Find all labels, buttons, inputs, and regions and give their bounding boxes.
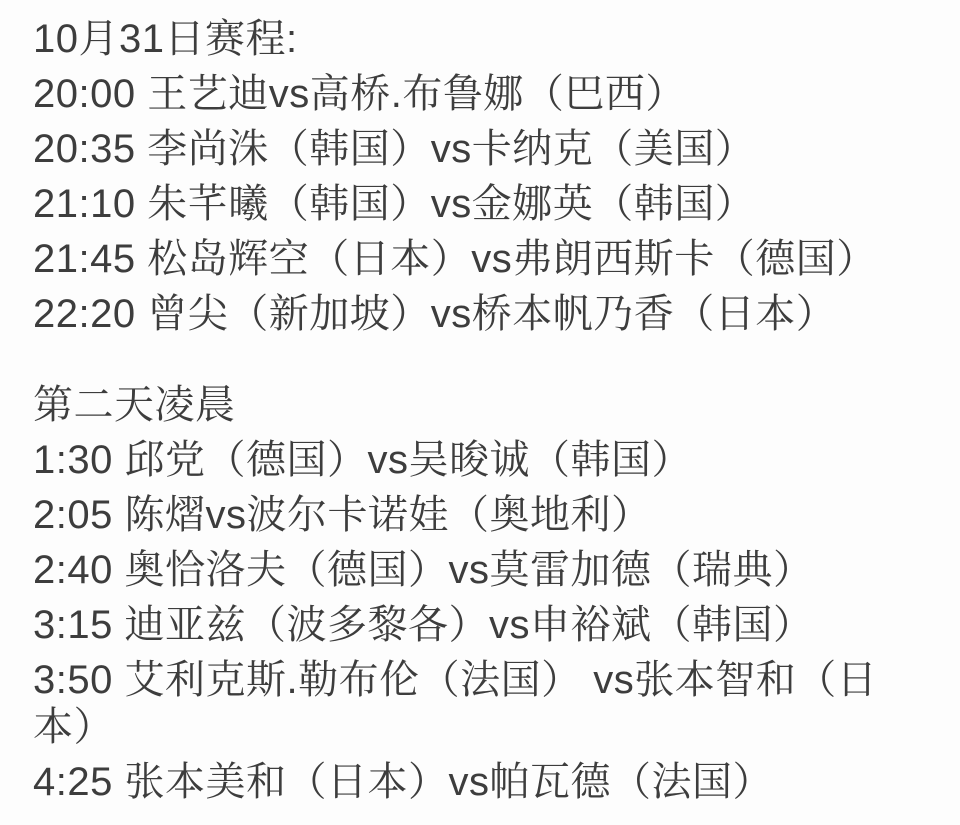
- match-line-day2-5: 3:50 艾利克斯.勒布伦（法国） vs张本智和（日本）: [33, 658, 878, 749]
- match-line-day2-6: 4:25 张本美和（日本）vs帕瓦德（法国）: [33, 760, 773, 804]
- match-line-day1-5: 22:20 曾尖（新加坡）vs桥本帆乃香（日本）: [33, 292, 837, 336]
- match-line-day1-1: 20:00 王艺迪vs高桥.布鲁娜（巴西）: [33, 72, 686, 116]
- match-line-day2-1: 1:30 邱党（德国）vs吴晙诚（韩国）: [33, 438, 692, 482]
- schedule-title: 10月31日赛程:: [33, 17, 298, 61]
- section-header-day2: 第二天凌晨: [33, 383, 236, 427]
- match-line-day1-3: 21:10 朱芊曦（韩国）vs金娜英（韩国）: [33, 182, 756, 226]
- match-line-day2-2: 2:05 陈熠vs波尔卡诺娃（奥地利）: [33, 493, 652, 537]
- match-line-day2-4: 3:15 迪亚兹（波多黎各）vs申裕斌（韩国）: [33, 603, 814, 647]
- blank-line-separator: [33, 346, 904, 382]
- match-line-day1-4: 21:45 松岛辉空（日本）vs弗朗西斯卡（德国）: [33, 237, 877, 281]
- match-line-day2-3: 2:40 奥恰洛夫（德国）vs莫雷加德（瑞典）: [33, 548, 814, 592]
- match-line-day1-2: 20:35 李尚洙（韩国）vs卡纳克（美国）: [33, 127, 756, 171]
